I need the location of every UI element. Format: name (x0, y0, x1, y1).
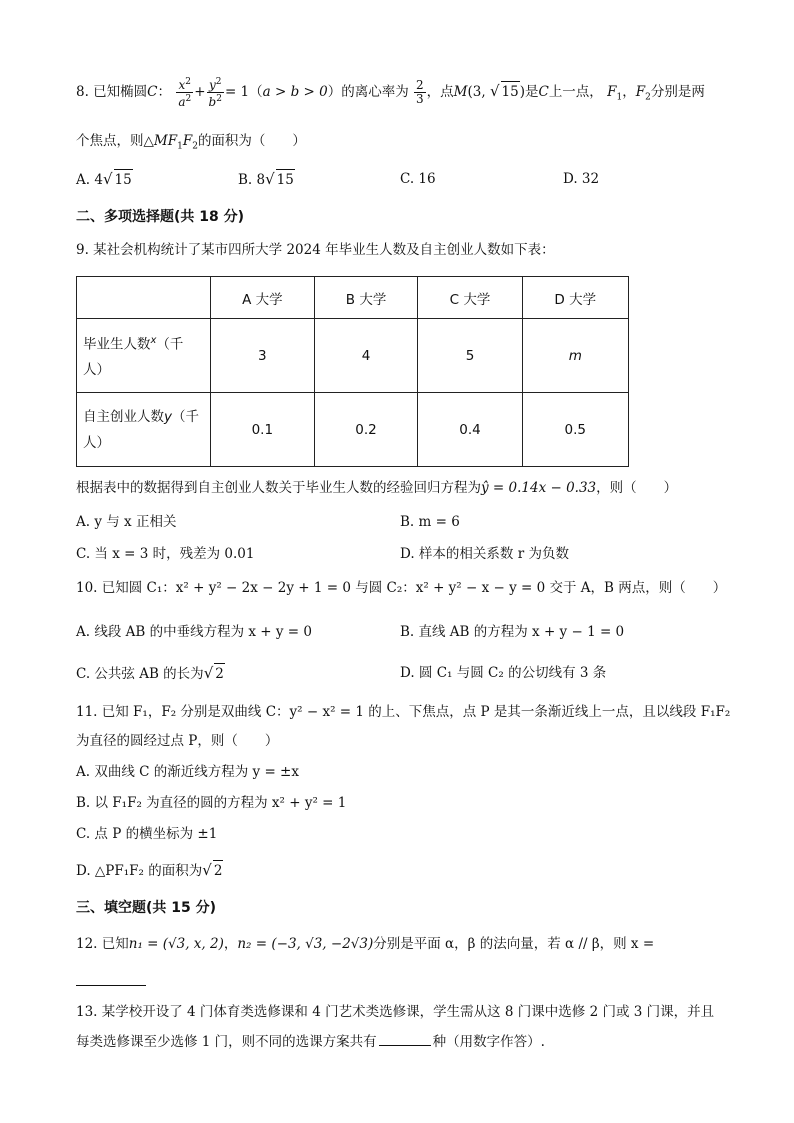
row1-label-c: 人） (83, 362, 110, 379)
table-header-cell: C 大学 (418, 277, 522, 319)
q8-colon: ： (157, 84, 172, 100)
q10-opt-c-sqrt: 2 (214, 663, 225, 684)
table-cell: 0.5 (522, 393, 628, 467)
q8-line2: 个焦点，则$\triangle MF_1F_2$的面积为（ ） (76, 133, 306, 152)
q10-opt-c-text: C. 公共弦 AB 的长为 (76, 666, 204, 682)
q13-answer-blank[interactable] (379, 1031, 431, 1046)
q8-frac-x: $\frac{x^2}{a^2}$ (178, 77, 192, 109)
q8-prefix: 8. 已知椭圆 (76, 84, 148, 100)
row1-label-a: 毕业生人数 (83, 336, 151, 353)
q8-line1: 8. 已知椭圆C： $\frac{x^2}{a^2}$ + $\frac{y^2}{b^2}$ = 1（a > b > 0）的离心率为 $\frac{2}{3}$ ，点M(3, √ 15)是C上一点， $F_1$，$F_2$分别是两 (76, 77, 705, 109)
row1-var: x (150, 334, 157, 346)
q11-line1: 11. 已知 F₁，F₂ 分别是双曲线 C：y² − x² = 1 的上、下焦点，点 P 是其一条渐近线上一点，且以线段 F₁F₂ (76, 704, 731, 720)
row2-label-a: 自主创业人数 (83, 408, 164, 425)
q11-opt-d-sqrt: 2 (213, 860, 224, 881)
q8-line2b: 的面积为（ ） (197, 133, 306, 149)
q12-tail: 分别是平面 α，β 的法向量，若 α // β，则 x = (373, 936, 655, 952)
q13-line2a: 每类选修课至少选修 1 门，则不同的选课方案共有 (76, 1034, 377, 1050)
q8-option-b: B. 8√ 15 (238, 170, 294, 188)
q8-m: M (453, 84, 468, 100)
row1-label-b: （千 (156, 336, 184, 353)
q11-option-a: A. 双曲线 C 的渐近线方程为 y = ±x (76, 764, 299, 780)
q8-opt-b-coef: 8 (256, 172, 266, 188)
q10-option-c: C. 公共弦 AB 的长为√ 2 (76, 664, 224, 682)
q8-m-sqrt: 15 (501, 81, 520, 102)
q8-is-on: 是 (524, 84, 539, 100)
q8-on-c: 上一点， (548, 84, 603, 100)
q9-option-a: A. y 与 x 正相关 (76, 514, 177, 530)
row2-label-b: （千 (172, 408, 199, 425)
q11-option-c: C. 点 P 的横坐标为 ±1 (76, 826, 218, 842)
q8-cond: a > b > 0 (262, 84, 328, 100)
q12-answer-blank[interactable] (76, 985, 146, 986)
q8-opt-a-label: A. (76, 172, 91, 188)
table-row (77, 393, 629, 467)
q10-option-b: B. 直线 AB 的方程为 x + y − 1 = 0 (400, 624, 625, 640)
q8-m-open: (3, (467, 84, 490, 100)
q8-option-c: C. 16 (400, 171, 436, 187)
q11-option-b: B. 以 F₁F₂ 为直径的圆的方程为 x² + y² = 1 (76, 795, 347, 811)
q12-n1: n₁ = (√3, x, 2) (128, 936, 224, 952)
q13-line2 (76, 1031, 545, 1052)
table-header-row (77, 277, 629, 319)
table-cell: 0.1 (211, 393, 315, 467)
q13-line2b: 种（用数字作答）. (432, 1034, 545, 1050)
table-header-cell: B 大学 (314, 277, 418, 319)
q10-option-d: D. 圆 C₁ 与圆 C₂ 的公切线有 3 条 (400, 665, 607, 681)
q8-eq-tail: = 1（ (224, 84, 263, 100)
row1-value-m: m (568, 347, 582, 364)
q9-option-b: B. m = 6 (400, 514, 460, 530)
q9-regression-line (76, 478, 677, 498)
q9-option-d: D. 样本的相关系数 r 为负数 (400, 546, 569, 562)
q12-sep: ， (223, 936, 238, 952)
table-cell: 0.4 (418, 393, 522, 467)
section-multiple-choice-title: 二、多项选择题(共 18 分) (76, 209, 245, 225)
q10-option-a: A. 线段 AB 的中垂线方程为 x + y = 0 (76, 624, 312, 640)
q8-c: C (147, 84, 158, 100)
row2-label-c: 人） (83, 434, 110, 451)
section-fill-blank-title: 三、填空题(共 15 分) (76, 900, 217, 916)
table-header-cell (77, 277, 211, 319)
q11-option-d: D. △PF₁F₂ 的面积为√ 2 (76, 861, 223, 879)
table-row-label (77, 393, 211, 467)
table-cell (522, 319, 628, 393)
row2-var: y (164, 408, 172, 425)
q11-opt-d-text: D. △PF₁F₂ 的面积为 (76, 863, 203, 879)
q8-frac-y: $\frac{y^2}{b^2}$ (208, 77, 222, 109)
table-cell: 5 (418, 319, 522, 393)
q9-equation: ŷ = 0.14x − 0.33 (481, 480, 597, 496)
table-header-cell: A 大学 (211, 277, 315, 319)
q8-option-d: D. 32 (563, 171, 600, 187)
table-row-label (77, 319, 211, 393)
q9-data-table (76, 276, 629, 467)
q8-f2text: 分别是两 (650, 84, 705, 100)
q9-after-tail: ，则（ ） (596, 480, 678, 496)
q12-n2: n₂ = (−3, √3, −2√3) (237, 936, 374, 952)
q8-option-a: A. 4√ 15 (76, 170, 132, 188)
q11-line2: 为直径的圆经过点 P，则（ ） (76, 733, 279, 749)
q9-after: 根据表中的数据得到自主创业人数关于毕业生人数的经验回归方程为 (76, 480, 481, 496)
q8-opt-b-sqrt: 15 (276, 169, 295, 190)
q9-option-c: C. 当 x = 3 时，残差为 0.01 (76, 546, 255, 562)
q13-line1: 13. 某学校开设了 4 门体育类选修课和 4 门艺术类选修课，学生需从这 8 门课中选修 2 门或 3 门课，并且 (76, 1004, 715, 1020)
q8-opt-a-coef: 4 (94, 172, 103, 188)
table-cell: 0.2 (314, 393, 418, 467)
q12-prefix: 12. 已知 (76, 936, 129, 952)
q12-line (76, 934, 654, 954)
q8-ecc-frac: $\frac{2}{3}$ (416, 78, 424, 106)
q8-ecc-text: ）的离心率为 (327, 84, 409, 100)
q8-opt-a-sqrt: 15 (114, 169, 133, 190)
q10-stem: 10. 已知圆 C₁：x² + y² − 2x − 2y + 1 = 0 与圆 C₂：x² + y² − x − y = 0 交于 A，B 两点，则（ ） (76, 580, 727, 596)
q9-stem: 9. 某社会机构统计了某市四所大学 2024 年毕业生人数及自主创业人数如下表： (76, 242, 555, 258)
q8-line2a: 个焦点，则 (76, 133, 144, 149)
table-row (77, 319, 629, 393)
q8-opt-b-label: B. (238, 172, 253, 188)
table-cell: 4 (314, 319, 418, 393)
table-cell: 3 (211, 319, 315, 393)
table-header-cell: D 大学 (522, 277, 628, 319)
q8-point-text: ，点 (426, 84, 454, 100)
q8-m-close: ) (519, 84, 525, 100)
